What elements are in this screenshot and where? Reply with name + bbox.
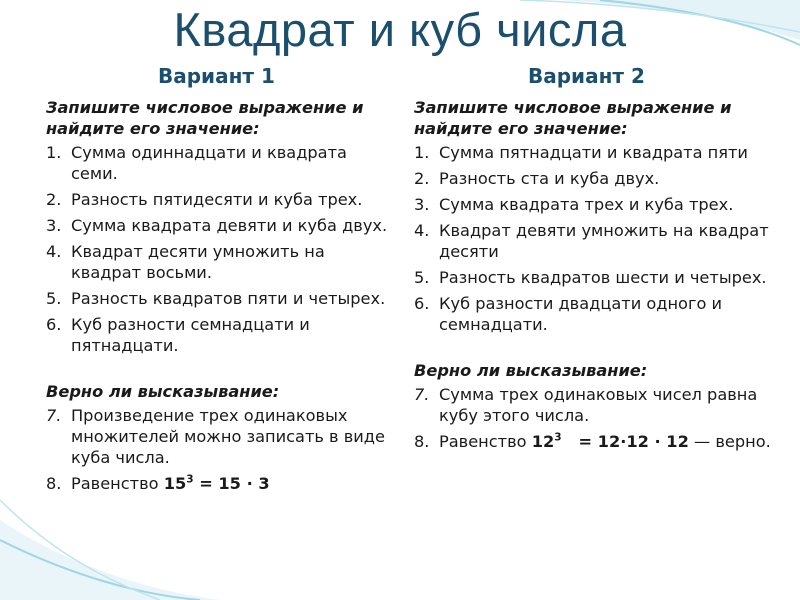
variant-2-heading: Вариант 2 [528, 64, 645, 88]
task-item [46, 288, 396, 309]
task-number: 3. [46, 216, 62, 235]
task-text: Сумма квадрата трех и куба трех. [439, 195, 734, 214]
task-item [414, 168, 784, 189]
statement-item: 7. Сумма трех одинаковых чисел равна кубу этого числа. [414, 385, 758, 425]
task-item [46, 189, 396, 210]
variant-2-column [414, 97, 784, 457]
task-item [414, 142, 784, 163]
task-number: 5. [414, 268, 430, 287]
task-item [414, 220, 784, 262]
task-text: Сумма одиннадцати и квадрата семи. [71, 143, 347, 183]
task-text: Разность пятидесяти и куба трех. [71, 190, 363, 209]
task-number: 2. [414, 169, 430, 188]
page-title: Квадрат и куб числа [173, 3, 627, 56]
task-list [414, 142, 784, 335]
variant-1-heading: Вариант 1 [158, 64, 275, 88]
task-item [46, 142, 396, 184]
task-text: Куб разности двадцати одного и семнадцати. [439, 294, 723, 334]
task-text: Квадрат десяти умножить на квадрат восьми. [71, 242, 325, 282]
task-number: 4. [46, 242, 62, 261]
task-number: 1. [46, 143, 62, 162]
instruction: Запишите числовое выражение и найдите его значение: [414, 98, 732, 138]
task-text: Сумма квадрата девяти и куба двух. [71, 216, 388, 235]
task-item [414, 267, 784, 288]
question-heading: Верно ли высказывание: [414, 361, 648, 380]
task-text: Разность квадратов пяти и четырех. [71, 289, 386, 308]
instruction: Запишите числовое выражение и найдите его значение: [46, 98, 364, 138]
task-number: 4. [414, 221, 430, 240]
task-text: Разность квадратов шести и четырех. [439, 268, 767, 287]
task-number: 1. [414, 143, 430, 162]
task-number: 6. [46, 315, 62, 334]
statement-item: 7. Произведение трех одинаковых множителей можно записать в виде куба числа. [46, 406, 385, 467]
task-item [46, 215, 396, 236]
question-heading: Верно ли высказывание: [46, 382, 280, 401]
task-text: Квадрат девяти умножить на квадрат десяти [439, 221, 769, 261]
task-text: Куб разности семнадцати и пятнадцати. [71, 315, 310, 355]
task-text: Сумма пятнадцати и квадрата пяти [439, 143, 748, 162]
variant-1-column [46, 97, 396, 499]
task-item [46, 314, 396, 356]
task-number: 5. [46, 289, 62, 308]
task-item [414, 194, 784, 215]
task-number: 6. [414, 294, 430, 313]
task-item [46, 241, 396, 283]
statement-item: 8. Равенство $15^3 = 15 \cdot 3$ [46, 473, 270, 493]
task-list [46, 142, 396, 356]
task-number: 3. [414, 195, 430, 214]
statement-item: 8. Равенство $12^3$ = 12·12 · 12 — верно. [414, 431, 771, 451]
task-text: Разность ста и куба двух. [439, 169, 660, 188]
task-item [414, 293, 784, 335]
task-number: 2. [46, 190, 62, 209]
